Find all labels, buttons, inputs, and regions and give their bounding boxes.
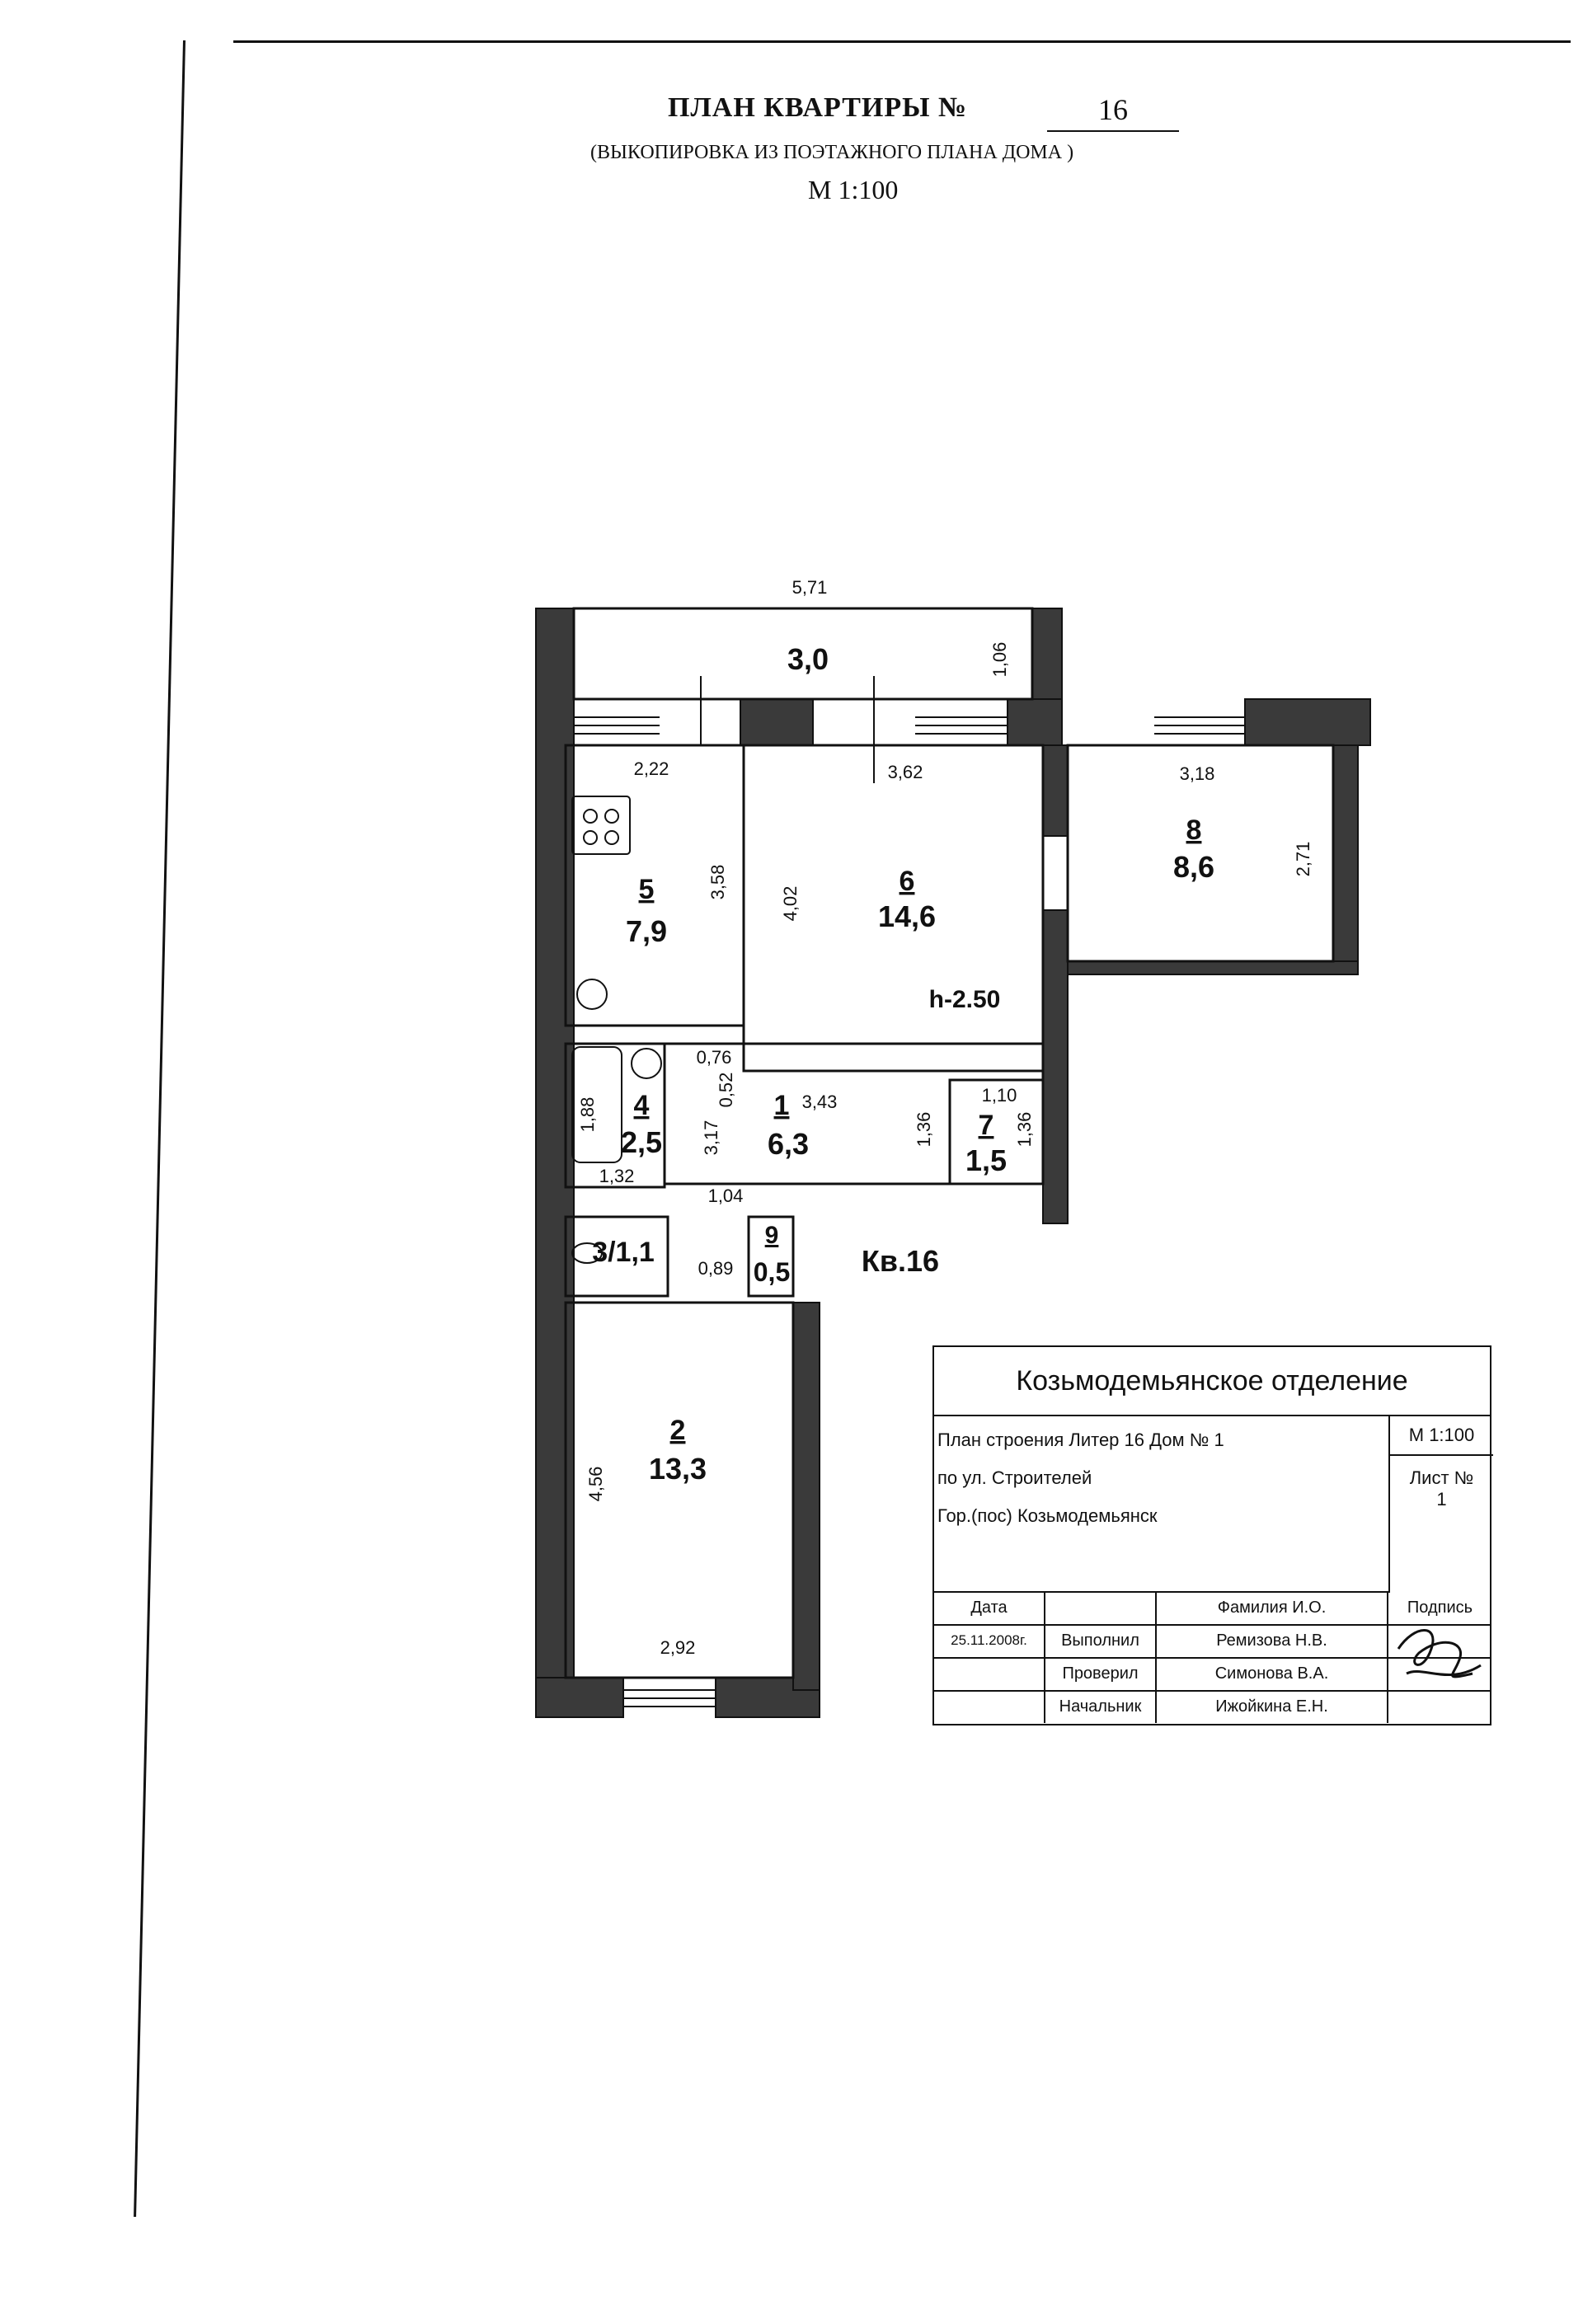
sheet-info xyxy=(1390,1456,1493,1510)
room-5-number: 5 xyxy=(638,874,655,905)
wall-balcony-right xyxy=(1032,608,1062,709)
dim-r5-depth: 3,58 xyxy=(707,864,728,900)
dim-r2-depth: 4,56 xyxy=(585,1466,606,1502)
wall-r8-bottom xyxy=(1068,961,1358,974)
dim-r4-d2: 0,52 xyxy=(716,1072,736,1108)
dim-r6-width: 3,62 xyxy=(887,762,923,782)
room-2-area: 13,3 xyxy=(648,1452,707,1486)
page-subtitle: (ВЫКОПИРОВКА ИЗ ПОЭТАЖНОГО ПЛАНА ДОМА ) xyxy=(590,142,1074,163)
dim-r7-depth: 1,36 xyxy=(1014,1111,1035,1148)
dim-r6-depth: 4,02 xyxy=(780,885,801,922)
building-line-2: по ул. Строителей xyxy=(937,1467,1092,1488)
sheet-label: Лист № xyxy=(1409,1467,1474,1488)
room-9-number: 9 xyxy=(764,1222,779,1249)
row-name: Симонова В.А. xyxy=(1157,1657,1388,1690)
col-name: Фамилия И.О. xyxy=(1157,1591,1388,1624)
wall-r6-right-top xyxy=(1043,745,1068,836)
row-date xyxy=(934,1690,1045,1723)
building-line-1: План строения Литер 16 Дом № 1 xyxy=(937,1430,1224,1450)
ceiling-height: h-2.50 xyxy=(928,986,1001,1013)
room-7-number: 7 xyxy=(978,1110,994,1141)
page-title: ПЛАН КВАРТИРЫ № xyxy=(668,92,968,123)
room-7-area: 1,5 xyxy=(965,1143,1008,1177)
room-4-area: 2,5 xyxy=(620,1125,663,1159)
room-5-area: 7,9 xyxy=(625,914,668,948)
row-role: Выполнил xyxy=(1045,1624,1157,1657)
row-date: 25.11.2008г. xyxy=(934,1624,1045,1657)
wall-bottom-left xyxy=(536,1678,623,1717)
room-4-number: 4 xyxy=(633,1090,650,1121)
dim-r4-d1: 0,76 xyxy=(696,1047,732,1068)
dim-r5-width: 2,22 xyxy=(633,758,669,779)
col-sign: Подпись xyxy=(1407,1599,1473,1617)
dim-r7-width: 1,10 xyxy=(981,1085,1017,1106)
dim-r1-c: 1,04 xyxy=(707,1185,744,1206)
room-8-area: 8,6 xyxy=(1172,850,1215,884)
room-1-number: 1 xyxy=(773,1090,790,1121)
dim-balcony-width: 5,71 xyxy=(792,577,828,598)
row-date xyxy=(934,1657,1045,1690)
dim-r1-depth: 3,17 xyxy=(701,1120,721,1156)
room-balcony-area: 3,0 xyxy=(787,642,829,676)
org-name: Козьмодемьянское отделение xyxy=(934,1347,1490,1416)
wall-pier-1 xyxy=(740,699,813,745)
room-9-area: 0,5 xyxy=(753,1257,791,1287)
room-8-number: 8 xyxy=(1186,815,1202,846)
dim-r2-width: 2,92 xyxy=(660,1637,696,1658)
room-3-number: 3/1,1 xyxy=(592,1237,655,1268)
col-role xyxy=(1045,1591,1157,1624)
room-2-number: 2 xyxy=(669,1415,686,1446)
building-line-3: Гор.(пос) Козьмодемьянск xyxy=(937,1505,1158,1526)
sheet-number: 1 xyxy=(1436,1489,1447,1509)
stamp-scale: М 1:100 xyxy=(1390,1416,1493,1456)
col-date: Дата xyxy=(934,1591,1045,1624)
dim-r8-depth: 2,71 xyxy=(1293,841,1313,877)
room-6-number: 6 xyxy=(899,866,915,897)
wall-pier-3 xyxy=(1245,699,1370,745)
handwritten-signature xyxy=(1382,1616,1497,1698)
dim-r4-width: 1,32 xyxy=(599,1166,635,1186)
apartment-number: 16 xyxy=(1047,92,1179,132)
wall-pier-2 xyxy=(1008,699,1062,745)
dim-r1-width: 3,43 xyxy=(801,1092,838,1112)
wall-r6-right-bottom xyxy=(1043,910,1068,1223)
row-role: Проверил xyxy=(1045,1657,1157,1690)
dim-r3-width: 0,89 xyxy=(698,1258,734,1279)
page-scale: М 1:100 xyxy=(808,175,899,204)
dim-balcony-depth: 1,06 xyxy=(989,641,1010,678)
dim-r1-b: 1,36 xyxy=(914,1111,934,1148)
room-1-area: 6,3 xyxy=(767,1127,810,1161)
wall-r2-right xyxy=(793,1303,820,1690)
row-name: Ремизова Н.В. xyxy=(1157,1624,1388,1657)
wall-r8-right xyxy=(1333,745,1358,970)
apartment-label: Кв.16 xyxy=(861,1244,940,1278)
building-info xyxy=(934,1416,1390,1593)
row-role: Начальник xyxy=(1045,1690,1157,1723)
row-name: Ижойкина Е.Н. xyxy=(1157,1690,1388,1723)
dim-r4-len: 1,88 xyxy=(577,1096,598,1133)
wall-left xyxy=(536,608,574,1717)
dim-r8-width: 3,18 xyxy=(1179,763,1215,784)
room-6-area: 14,6 xyxy=(877,899,937,933)
